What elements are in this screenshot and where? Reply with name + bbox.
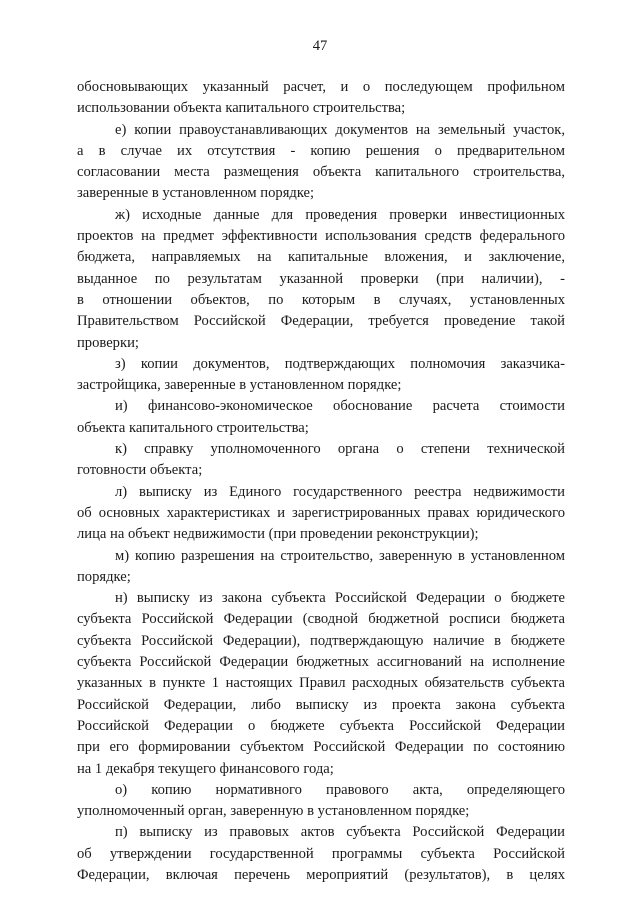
text-line: указанных в пункте 1 настоящих Правил расходных обязательств субъекта [77,675,565,692]
document-body [77,77,565,886]
text-line: объекта капитального строительства; [77,419,309,436]
text-line: готовности объекта; [77,462,203,479]
text-line: об утверждении государственной программы субъекта Российской [77,845,565,862]
text-line: проверки; [77,334,139,351]
text-line: на 1 декабря текущего финансового года; [77,760,334,777]
text-line: согласовании места размещения объекта капитального строительства, [77,164,565,181]
text-line: использовании объекта капитального строительства; [77,100,406,117]
text-line: бюджета, направляемых на капитальные вложения, и заключение, [77,249,565,266]
text-line: к) справку уполномоченного органа о степени технической [115,441,565,458]
text-line: застройщика, заверенные в установленном порядке; [77,377,402,394]
text-line: об основных характеристиках и зарегистрированных правах юридического [77,504,565,521]
text-line: заверенные в установленном порядке; [77,185,315,202]
text-line: Федерации, включая перечень мероприятий (результатов), в целях [77,866,565,883]
text-line: в отношении объектов, по которым в случаях, установленных [77,291,565,308]
text-line: Российской Федерации, либо выписку из проекта закона субъекта [77,696,565,713]
text-line: субъекта Российской Федерации (сводной бюджетной росписи бюджета [77,611,565,628]
text-line: проектов на предмет эффективности использования средств федерального [77,228,565,245]
text-line: лица на объект недвижимости (при проведении реконструкции); [77,526,479,543]
text-line: н) выписку из закона субъекта Российской Федерации о бюджете [115,590,565,607]
text-line: л) выписку из Единого государственного реестра недвижимости [115,483,565,500]
text-line: о) копию нормативного правового акта, определяющего [115,781,565,798]
text-line: обосновывающих указанный расчет, и о последующем профильном [77,79,565,95]
text-line: ж) исходные данные для проведения проверки инвестиционных [115,206,565,223]
text-line: субъекта Российской Федерации), подтверждающую наличие в бюджете [77,632,565,649]
text-line: м) копию разрешения на строительство, заверенную в установленном [115,547,565,564]
text-line: е) копии правоустанавливающих документов на земельный участок, [115,121,565,138]
text-line: Российской Федерации о бюджете субъекта Российской Федерации [77,717,565,734]
text-line: уполномоченный орган, заверенную в установленном порядке; [77,803,470,820]
text-line: и) финансово-экономическое обоснование расчета стоимости [115,398,565,415]
text-line: субъекта Российской Федерации бюджетных ассигнований на исполнение [77,654,565,671]
text-line: выданное по результатам указанной проверки (при наличии), - [77,270,565,287]
text-line: при его формировании субъектом Российской Федерации по состоянию [77,739,565,756]
text-line: з) копии документов, подтверждающих полномочия заказчика- [115,355,565,372]
text-line: а в случае их отсутствия - копию решения о предварительном [77,142,565,159]
text-line: порядке; [77,568,131,585]
page-number: 47 [312,38,328,54]
text-line: Правительством Российской Федерации, требуется проведение такой [77,313,565,330]
text-line: п) выписку из правовых актов субъекта Российской Федерации [115,824,565,841]
